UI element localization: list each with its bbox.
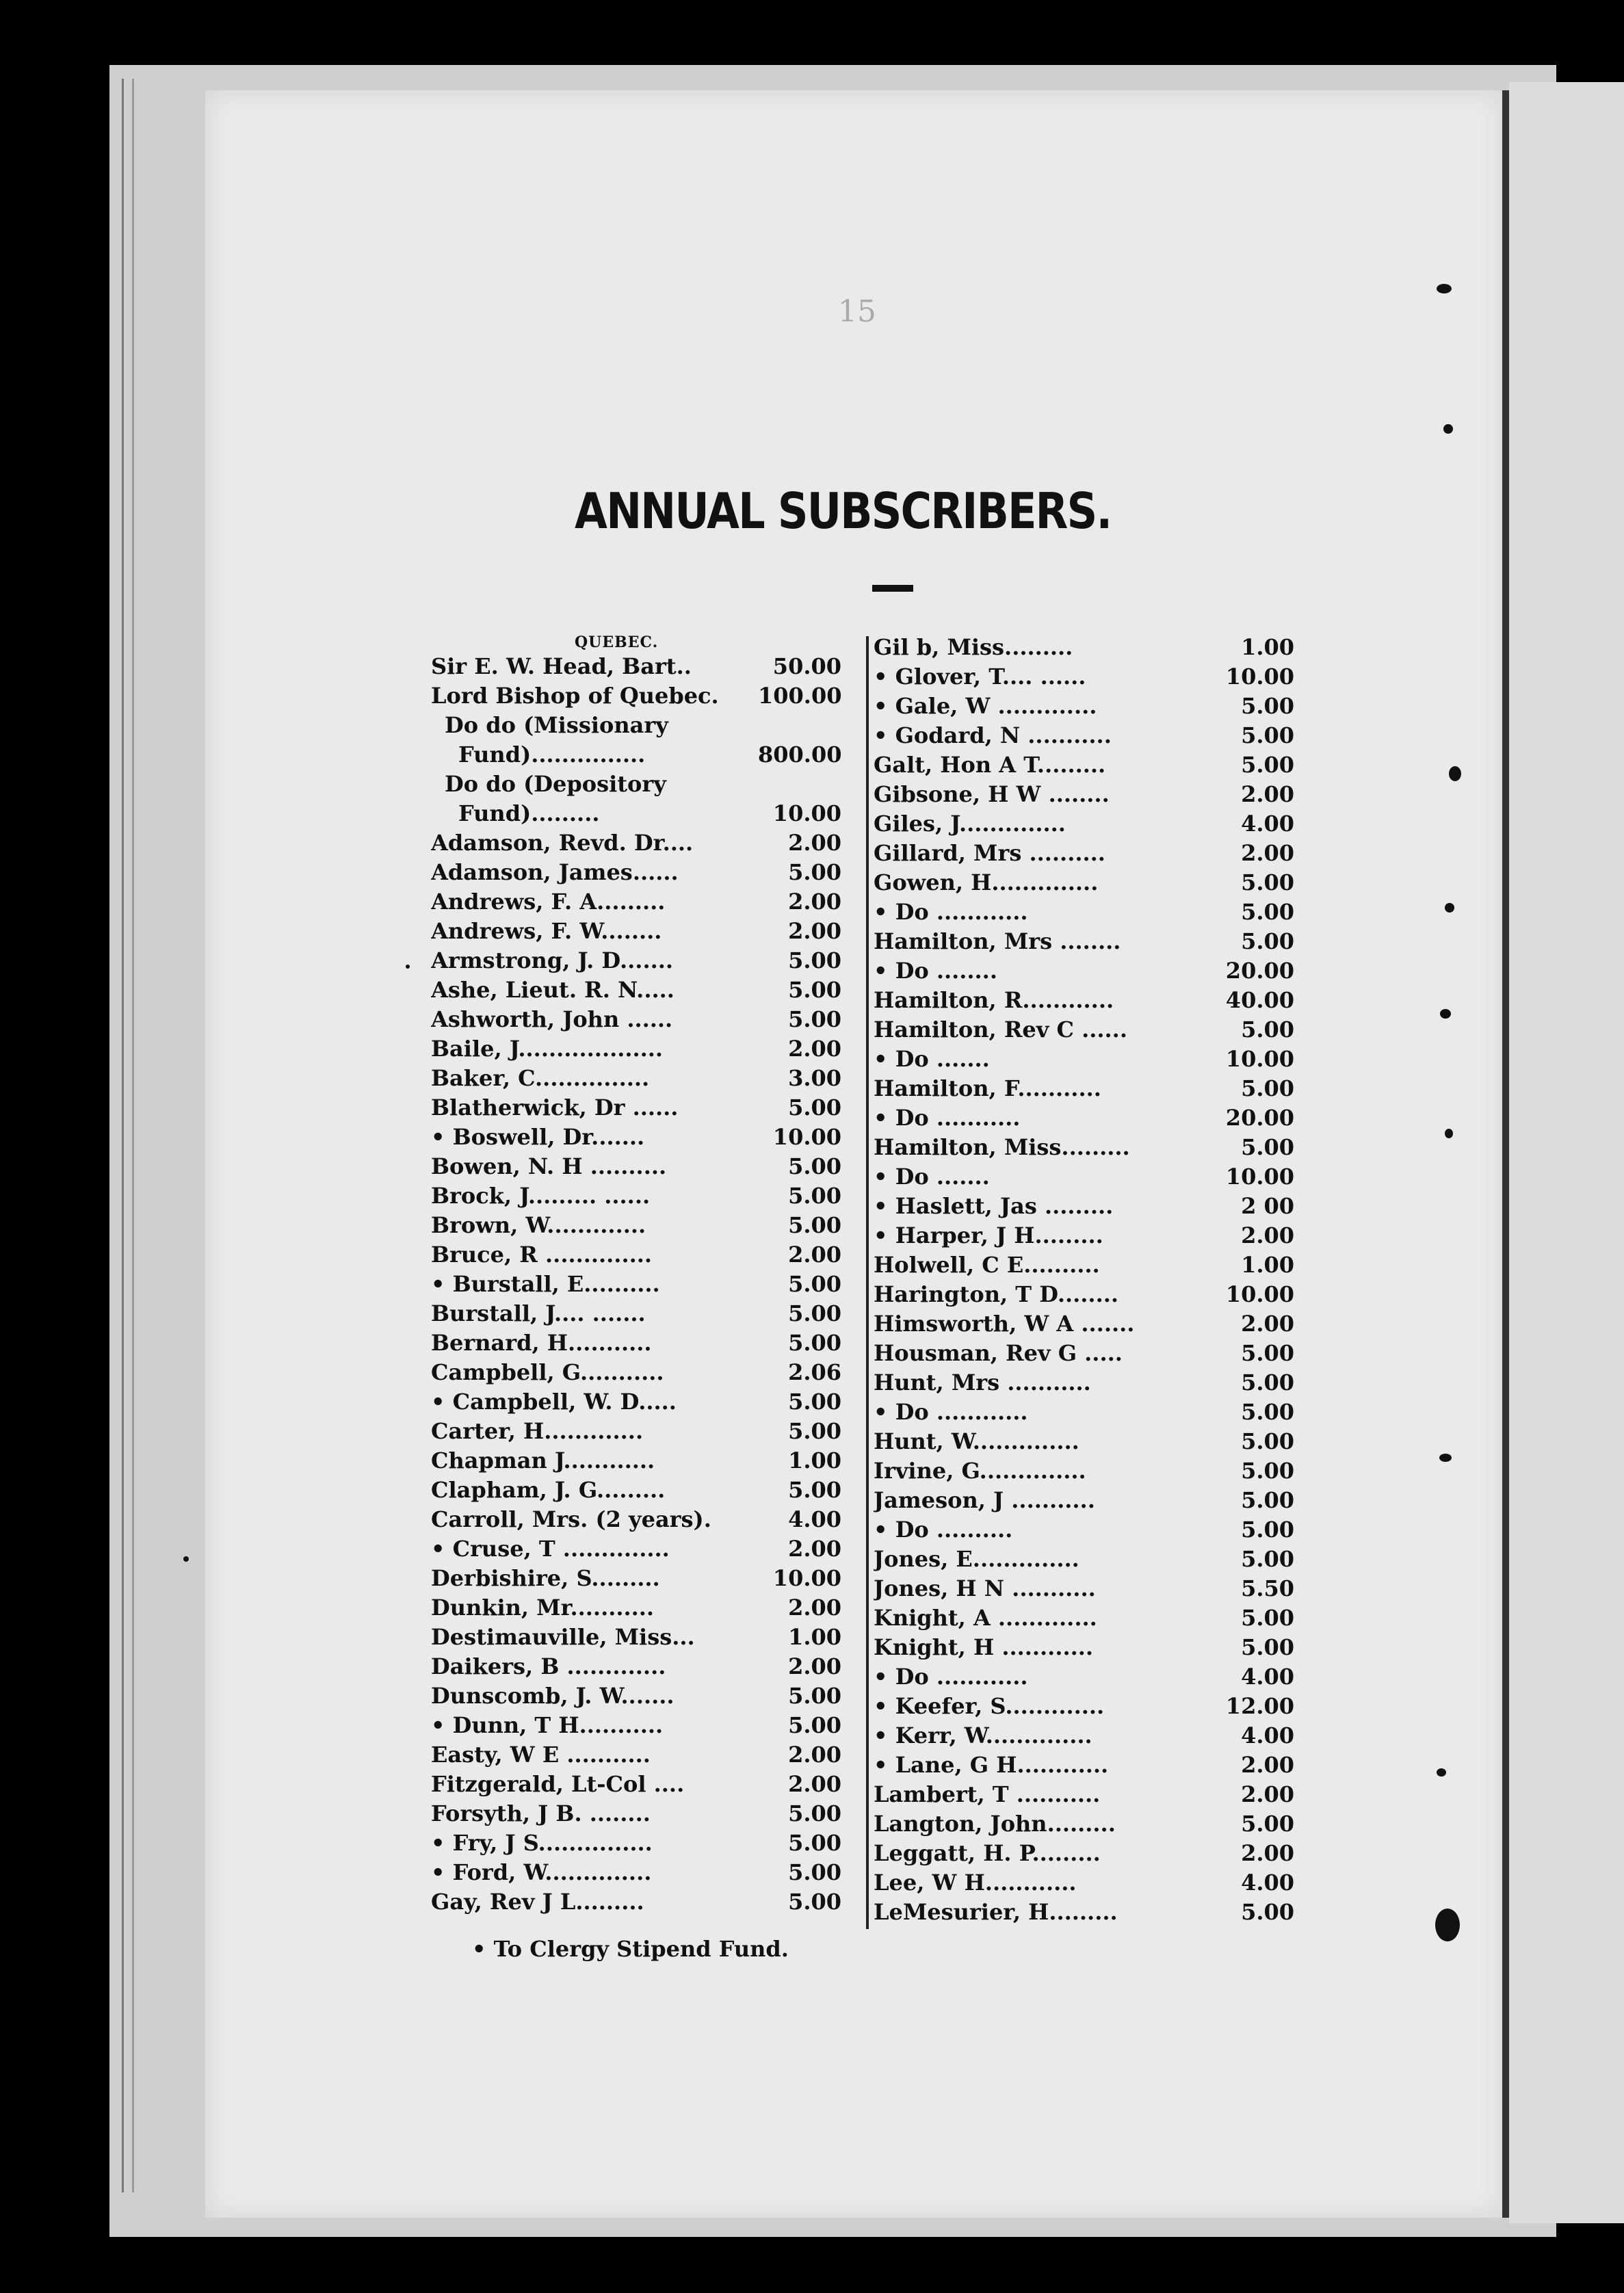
subscriber-name: Hamilton, Rev C ...... xyxy=(874,1017,1127,1043)
subscription-amount: 1.00 xyxy=(1241,634,1294,660)
subscriber-name: Irvine, G.............. xyxy=(874,1458,1086,1484)
subscriber-name: Dunscomb, J. W....... xyxy=(431,1683,675,1709)
subscriber-name: Jones, H N ........... xyxy=(874,1575,1096,1601)
subscriber-name: Andrews, F. W........ xyxy=(431,918,662,944)
subscriber-name: Do do (Missionary xyxy=(445,712,668,738)
subscription-amount: 5.00 xyxy=(1241,1340,1294,1366)
subscriber-name: • Godard, N ........... xyxy=(874,722,1112,748)
subscriber-name: Fund)......... xyxy=(458,800,600,826)
subscriber-name: • Do ........ xyxy=(874,958,997,984)
subscriber-row xyxy=(874,1486,1294,1515)
subscriber-row xyxy=(874,986,1294,1015)
subscriber-row xyxy=(431,1005,841,1034)
subscription-amount: 5.00 xyxy=(1241,1546,1294,1572)
subscription-amount: 5.00 xyxy=(1241,1075,1294,1101)
subscription-amount: 2.00 xyxy=(788,1536,841,1562)
ink-spot xyxy=(1440,1009,1451,1019)
subscriber-name: Hunt, Mrs ........... xyxy=(874,1370,1091,1396)
page-gutter xyxy=(1502,90,1509,2218)
subscription-amount: 2.00 xyxy=(788,918,841,944)
subscription-amount: 5.00 xyxy=(1241,1399,1294,1425)
subscriber-name: Destimauville, Miss... xyxy=(431,1624,695,1650)
subscriber-name: Harington, T D........ xyxy=(874,1281,1118,1307)
subscription-amount: 5.00 xyxy=(788,1418,841,1444)
subscriber-row xyxy=(431,975,841,1005)
subscriber-name: Blatherwick, Dr ...... xyxy=(431,1095,679,1121)
ink-spot xyxy=(183,1556,189,1562)
subscriber-name: Fitzgerald, Lt-Col .... xyxy=(431,1771,685,1797)
subscriber-row xyxy=(431,1711,841,1740)
subscriber-name: Fund)............... xyxy=(458,742,646,768)
subscriber-row xyxy=(431,917,841,946)
document-page xyxy=(205,90,1505,2218)
ink-spot xyxy=(1435,1909,1460,1941)
subscriber-row xyxy=(431,1181,841,1211)
subscriber-name: Hamilton, R............ xyxy=(874,987,1114,1013)
subscriber-name: Bruce, R .............. xyxy=(431,1242,652,1268)
subscription-amount: 2.00 xyxy=(788,1036,841,1062)
column-separator xyxy=(866,636,869,1929)
subscription-amount: 5.00 xyxy=(1241,1811,1294,1837)
subscriber-row xyxy=(431,1770,841,1799)
subscription-amount: 5.00 xyxy=(788,1153,841,1179)
subscriber-name: Ashworth, John ...... xyxy=(431,1006,673,1032)
subscriber-row xyxy=(874,1074,1294,1103)
subscriber-name: • Do ............ xyxy=(874,1399,1028,1425)
right-rows xyxy=(874,633,1294,1927)
subscriber-row xyxy=(874,1662,1294,1692)
ink-spot xyxy=(1445,1129,1453,1138)
subscriber-row xyxy=(431,1652,841,1681)
subscriber-name: Knight, A ............. xyxy=(874,1605,1097,1631)
ink-spot xyxy=(1443,424,1453,434)
subscription-amount: 5.00 xyxy=(788,1683,841,1709)
subscription-amount: 5.00 xyxy=(788,1183,841,1209)
subscription-amount: 5.00 xyxy=(1241,928,1294,954)
subscription-amount: 10.00 xyxy=(1225,1281,1294,1307)
subscriber-row xyxy=(874,1103,1294,1133)
subscriber-row xyxy=(874,1898,1294,1927)
subscriber-row xyxy=(431,1064,841,1093)
subscriber-row xyxy=(431,681,841,711)
subscription-amount: 5.00 xyxy=(788,859,841,885)
subscriber-row xyxy=(431,1299,841,1328)
subscriber-name: Himsworth, W A ....... xyxy=(874,1311,1135,1337)
subscription-amount: 5.00 xyxy=(788,1271,841,1297)
subscriber-row xyxy=(431,1681,841,1711)
subscriber-name: Burstall, J.... ....... xyxy=(431,1300,646,1326)
subscription-amount: 2.00 xyxy=(1241,1222,1294,1248)
subscription-amount: 12.00 xyxy=(1225,1693,1294,1719)
subscription-amount: 2.06 xyxy=(788,1359,841,1385)
subscriber-row xyxy=(874,1574,1294,1603)
subscriber-name: Lambert, T ........... xyxy=(874,1781,1101,1807)
subscriber-name: Carter, H............. xyxy=(431,1418,644,1444)
subscriber-name: Baker, C............... xyxy=(431,1065,650,1091)
subscriber-row xyxy=(874,1633,1294,1662)
subscriber-name: Brown, W............. xyxy=(431,1212,646,1238)
subscriber-row xyxy=(874,1339,1294,1368)
subscriber-row xyxy=(874,1456,1294,1486)
subscriber-name: Housman, Rev G ..... xyxy=(874,1340,1123,1366)
subscription-amount: 5.00 xyxy=(788,1712,841,1738)
subscriber-row xyxy=(874,780,1294,809)
subscriber-row xyxy=(874,1192,1294,1221)
page-title: ANNUAL SUBSCRIBERS. xyxy=(575,482,1112,540)
subscriber-name: Clapham, J. G......... xyxy=(431,1477,666,1503)
subscriber-name: • Do ............ xyxy=(874,1664,1028,1690)
subscription-amount: 10.00 xyxy=(1225,1046,1294,1072)
subscriber-name: Bowen, N. H .......... xyxy=(431,1153,667,1179)
subscription-amount: 1.00 xyxy=(788,1624,841,1650)
subscription-amount: 5.00 xyxy=(1241,752,1294,778)
subscriber-row xyxy=(431,1211,841,1240)
ink-spot xyxy=(1445,903,1454,913)
subscriber-row xyxy=(874,956,1294,986)
subscriber-name: Giles, J.............. xyxy=(874,811,1066,837)
subscriber-row xyxy=(874,1868,1294,1898)
subscriber-name: • Dunn, T H........... xyxy=(431,1712,664,1738)
left-rows xyxy=(431,652,841,1917)
subscriber-row xyxy=(431,828,841,858)
subscriber-row xyxy=(874,1368,1294,1398)
subscriber-name: Lee, W H............ xyxy=(874,1870,1077,1896)
subscription-amount: 5.00 xyxy=(1241,1428,1294,1454)
subscription-amount: 5.00 xyxy=(788,1830,841,1856)
subscription-amount: 5.00 xyxy=(788,1300,841,1326)
subscription-amount: 4.00 xyxy=(1241,1870,1294,1896)
right-column xyxy=(874,633,1294,1927)
subscriber-row xyxy=(874,633,1294,662)
subscriber-row xyxy=(874,1751,1294,1780)
subscription-amount: 10.00 xyxy=(1225,1164,1294,1190)
subscriber-row xyxy=(431,1152,841,1181)
subscriber-name: • Do ....... xyxy=(874,1164,990,1190)
subscriber-row xyxy=(874,1721,1294,1751)
subscription-amount: 40.00 xyxy=(1225,987,1294,1013)
subscriber-row xyxy=(431,770,841,799)
subscriber-row xyxy=(874,839,1294,868)
subscriber-name: Gowen, H.............. xyxy=(874,869,1099,895)
subscription-amount: 5.00 xyxy=(1241,899,1294,925)
subscriber-name: Derbishire, S......... xyxy=(431,1565,660,1591)
subscription-amount: 5.00 xyxy=(1241,1487,1294,1513)
subscriber-row xyxy=(431,1270,841,1299)
subscriber-row xyxy=(431,946,841,975)
subscriber-row xyxy=(431,1829,841,1858)
subscription-amount: 2.00 xyxy=(1241,1311,1294,1337)
ink-spot xyxy=(1437,284,1452,293)
subscription-amount: 5.00 xyxy=(1241,1517,1294,1543)
subscriber-name: Leggatt, H. P......... xyxy=(874,1840,1101,1866)
subscriber-row xyxy=(431,858,841,887)
subscriber-name: • Do ............ xyxy=(874,899,1028,925)
subscriber-row xyxy=(431,1858,841,1887)
subscription-amount: 5.00 xyxy=(1241,693,1294,719)
subscriber-row xyxy=(874,927,1294,956)
subscriber-row xyxy=(874,1398,1294,1427)
subscriber-name: • Boswell, Dr....... xyxy=(431,1124,645,1150)
subscription-amount: 5.00 xyxy=(788,1800,841,1826)
subscriber-row xyxy=(431,1123,841,1152)
subscriber-row xyxy=(874,1015,1294,1045)
subscriber-name: Holwell, C E.......... xyxy=(874,1252,1100,1278)
section-heading: QUEBEC. xyxy=(575,633,659,651)
subscriber-row xyxy=(431,799,841,828)
subscription-amount: 2.00 xyxy=(1241,1781,1294,1807)
subscriber-row xyxy=(431,1417,841,1446)
subscriber-name: Adamson, Revd. Dr.... xyxy=(431,830,694,856)
subscriber-name: Hunt, W.............. xyxy=(874,1428,1079,1454)
subscription-amount: 5.00 xyxy=(1241,1370,1294,1396)
subscriber-name: Carroll, Mrs. (2 years). xyxy=(431,1506,711,1532)
subscriber-name: • Lane, G H............ xyxy=(874,1752,1109,1778)
subscription-amount: 3.00 xyxy=(788,1065,841,1091)
subscriber-row xyxy=(874,1309,1294,1339)
subscriber-name: Knight, H ............ xyxy=(874,1634,1093,1660)
subscriber-row xyxy=(874,1692,1294,1721)
subscriber-row xyxy=(431,1740,841,1770)
subscriber-name: • Haslett, Jas ......... xyxy=(874,1193,1114,1219)
subscription-amount: 10.00 xyxy=(772,1565,841,1591)
subscriber-name: • Burstall, E.......... xyxy=(431,1271,660,1297)
subscription-amount: 2.00 xyxy=(788,889,841,915)
subscriber-name: Langton, John......... xyxy=(874,1811,1116,1837)
subscription-amount: 800.00 xyxy=(758,742,841,768)
subscriber-row xyxy=(431,1623,841,1652)
subscription-amount: 5.00 xyxy=(788,1095,841,1121)
subscriber-row xyxy=(431,740,841,770)
subscriber-name: Dunkin, Mr........... xyxy=(431,1595,655,1621)
subscriber-row xyxy=(874,692,1294,721)
subscriber-name: Jameson, J ........... xyxy=(874,1487,1095,1513)
subscription-amount: 5.00 xyxy=(1241,869,1294,895)
ink-spot xyxy=(1449,766,1461,781)
subscriber-row xyxy=(874,1545,1294,1574)
subscriber-name: Hamilton, Mrs ........ xyxy=(874,928,1121,954)
subscription-amount: 10.00 xyxy=(772,800,841,826)
subscriber-row xyxy=(874,897,1294,927)
subscriber-name: Chapman J............ xyxy=(431,1447,655,1473)
subscription-amount: 10.00 xyxy=(772,1124,841,1150)
subscriber-row xyxy=(874,1515,1294,1545)
subscription-amount: 5.00 xyxy=(1241,1134,1294,1160)
subscription-amount: 2.00 xyxy=(788,1742,841,1768)
subscriber-row xyxy=(431,1505,841,1534)
subscription-amount: 5.00 xyxy=(788,1889,841,1915)
subscription-amount: 1.00 xyxy=(1241,1252,1294,1278)
subscriber-name: • Fry, J S............... xyxy=(431,1830,653,1856)
subscriber-row xyxy=(874,750,1294,780)
subscriber-name: Sir E. W. Head, Bart.. xyxy=(431,653,692,679)
subscription-amount: 2.00 xyxy=(788,830,841,856)
subscriber-row xyxy=(431,1564,841,1593)
subscription-amount: 2.00 xyxy=(1241,1840,1294,1866)
subscriber-name: Lord Bishop of Quebec. xyxy=(431,683,719,709)
subscriber-name: • Do ........... xyxy=(874,1105,1021,1131)
subscriber-row xyxy=(874,809,1294,839)
subscriber-name: Adamson, James...... xyxy=(431,859,679,885)
subscriber-name: Galt, Hon A T......... xyxy=(874,752,1106,778)
subscriber-row xyxy=(874,868,1294,897)
left-column xyxy=(431,633,841,1917)
subscriber-name: Do do (Depository xyxy=(445,771,666,797)
subscriber-row xyxy=(874,1250,1294,1280)
subscriber-name: Gibsone, H W ........ xyxy=(874,781,1110,807)
subscriber-name: Gay, Rev J L......... xyxy=(431,1889,644,1915)
ink-spot xyxy=(406,965,410,969)
subscription-amount: 5.00 xyxy=(788,1212,841,1238)
subscriber-name: Easty, W E ........... xyxy=(431,1742,651,1768)
subscriber-row xyxy=(431,1887,841,1917)
ink-spot xyxy=(1437,1768,1446,1777)
subscription-amount: 4.00 xyxy=(1241,811,1294,837)
subscriber-row xyxy=(874,662,1294,692)
subscriber-name: • Harper, J H......... xyxy=(874,1222,1103,1248)
subscriber-row xyxy=(874,1280,1294,1309)
subscriber-row xyxy=(431,1476,841,1505)
subscriber-name: Brock, J......... ...... xyxy=(431,1183,651,1209)
subscriber-name: Forsyth, J B. ........ xyxy=(431,1800,651,1826)
subscription-amount: 2 00 xyxy=(1241,1193,1294,1219)
subscriber-row xyxy=(431,1593,841,1623)
subscriber-row xyxy=(431,1534,841,1564)
subscriber-name: Daikers, B ............. xyxy=(431,1653,666,1679)
subscriber-row xyxy=(431,1358,841,1387)
subscriber-name: Ashe, Lieut. R. N..... xyxy=(431,977,675,1003)
subscriber-row xyxy=(874,1603,1294,1633)
subscriber-row xyxy=(874,1780,1294,1809)
subscriber-row xyxy=(874,1162,1294,1192)
subscriber-name: • Kerr, W.............. xyxy=(874,1722,1092,1748)
subscriber-row xyxy=(431,711,841,740)
subscriber-name: • Campbell, W. D..... xyxy=(431,1389,677,1415)
subscription-amount: 2.00 xyxy=(788,1595,841,1621)
subscriber-row xyxy=(431,1387,841,1417)
subscription-amount: 100.00 xyxy=(758,683,841,709)
facing-page xyxy=(1509,82,1624,2223)
subscription-amount: 1.00 xyxy=(788,1447,841,1473)
subscriber-name: Gil b, Miss......... xyxy=(874,634,1073,660)
subscription-amount: 5.00 xyxy=(788,1006,841,1032)
subscriber-row xyxy=(874,1839,1294,1868)
title-rule xyxy=(872,585,913,592)
subscriber-name: Andrews, F. A......... xyxy=(431,889,666,915)
subscriber-row xyxy=(874,1221,1294,1250)
subscription-amount: 5.00 xyxy=(1241,1899,1294,1925)
subscription-amount: 4.00 xyxy=(1241,1722,1294,1748)
subscriber-row xyxy=(874,721,1294,750)
subscriber-row xyxy=(431,1093,841,1123)
subscriber-name: Hamilton, Miss......... xyxy=(874,1134,1130,1160)
page-number: 15 xyxy=(838,294,876,329)
subscriber-name: • Ford, W.............. xyxy=(431,1859,652,1885)
subscription-amount: 2.00 xyxy=(1241,781,1294,807)
footnote: • To Clergy Stipend Fund. xyxy=(472,1936,789,1962)
subscriber-name: • Gale, W ............. xyxy=(874,693,1097,719)
subscriber-name: Baile, J................... xyxy=(431,1036,664,1062)
subscription-amount: 5.00 xyxy=(1241,1605,1294,1631)
subscription-amount: 5.00 xyxy=(788,977,841,1003)
subscription-amount: 2.00 xyxy=(788,1653,841,1679)
subscription-amount: 5.00 xyxy=(788,1477,841,1503)
subscriber-name: Armstrong, J. D....... xyxy=(431,947,673,973)
subscription-amount: 5.00 xyxy=(1241,722,1294,748)
subscription-amount: 20.00 xyxy=(1225,958,1294,984)
subscription-amount: 5.00 xyxy=(1241,1017,1294,1043)
subscriber-name: Hamilton, F........... xyxy=(874,1075,1101,1101)
subscriber-name: • Cruse, T .............. xyxy=(431,1536,670,1562)
ink-spot xyxy=(1439,1454,1452,1462)
subscription-amount: 2.00 xyxy=(1241,840,1294,866)
subscriber-row xyxy=(431,1034,841,1064)
subscription-amount: 5.00 xyxy=(788,1389,841,1415)
subscriber-row xyxy=(431,1446,841,1476)
subscriber-row xyxy=(874,1427,1294,1456)
subscriber-row xyxy=(431,652,841,681)
subscriber-name: LeMesurier, H......... xyxy=(874,1899,1118,1925)
subscription-amount: 4.00 xyxy=(1241,1664,1294,1690)
subscription-amount: 4.00 xyxy=(788,1506,841,1532)
subscriber-row xyxy=(874,1045,1294,1074)
subscriber-row xyxy=(874,1133,1294,1162)
subscriber-name: • Do .......... xyxy=(874,1517,1013,1543)
subscription-amount: 2.00 xyxy=(1241,1752,1294,1778)
subscription-amount: 5.50 xyxy=(1241,1575,1294,1601)
subscriber-row xyxy=(431,1799,841,1829)
subscriber-name: Bernard, H........... xyxy=(431,1330,652,1356)
subscription-amount: 10.00 xyxy=(1225,664,1294,690)
subscription-amount: 5.00 xyxy=(788,1859,841,1885)
subscription-amount: 5.00 xyxy=(1241,1634,1294,1660)
subscriber-name: Jones, E.............. xyxy=(874,1546,1079,1572)
subscriber-row xyxy=(874,1809,1294,1839)
subscriber-name: • Glover, T.... ...... xyxy=(874,664,1086,690)
subscriber-row xyxy=(431,1240,841,1270)
subscriber-row xyxy=(431,887,841,917)
subscriber-name: Gillard, Mrs .......... xyxy=(874,840,1105,866)
subscriber-name: Campbell, G........... xyxy=(431,1359,664,1385)
subscription-amount: 5.00 xyxy=(788,1330,841,1356)
subscription-amount: 5.00 xyxy=(788,947,841,973)
subscriber-name: • Do ....... xyxy=(874,1046,990,1072)
subscriber-name: • Keefer, S............. xyxy=(874,1693,1105,1719)
subscriber-row xyxy=(431,1328,841,1358)
subscription-amount: 2.00 xyxy=(788,1242,841,1268)
subscription-amount: 50.00 xyxy=(772,653,841,679)
subscription-amount: 2.00 xyxy=(788,1771,841,1797)
subscription-amount: 5.00 xyxy=(1241,1458,1294,1484)
subscription-amount: 20.00 xyxy=(1225,1105,1294,1131)
